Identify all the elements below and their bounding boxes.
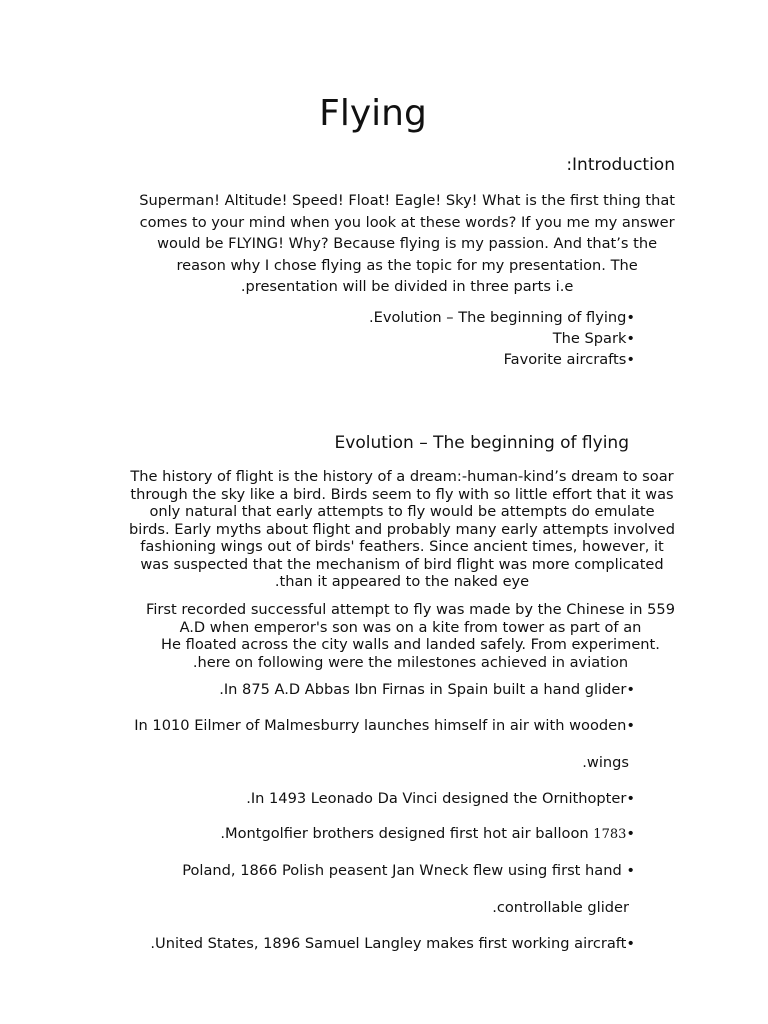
milestone-item: .In 875 A.D Abbas Ibn Firnas in Spain built a hand glider• [219, 681, 635, 698]
first-attempt-line: .here on following were the milestones achieved in aviation [192, 653, 629, 671]
milestone-continuation: .wings [582, 754, 629, 771]
milestone-item [220, 824, 635, 845]
introduction-heading: :Introduction [566, 155, 675, 175]
milestone-item: .In 1493 Leonado Da Vinci designed the Ornithopter• [246, 790, 635, 807]
milestone-item: .United States, 1896 Samuel Langley makes first working aircraft• [150, 935, 635, 952]
history-line: fashioning wings out of birds' feathers. Since ancient times, however, it [140, 538, 664, 555]
list-item: .Evolution – The beginning of flying• [368, 309, 635, 326]
bullet-marker: • [626, 825, 635, 842]
history-line: only natural that early attempts to fly would be attempts do emulate [149, 503, 655, 520]
history-line: through the sky like a bird. Birds seem to fly with so little effort that it was [130, 485, 674, 503]
milestone-year: 1783 [593, 827, 627, 842]
intro-line: Superman! Altitude! Speed! Float! Eagle! Sky! What is the first thing that [139, 192, 675, 209]
intro-line: reason why I chose flying as the topic for my presentation. The [176, 256, 638, 274]
history-line: .than it appeared to the naked eye [274, 573, 530, 590]
intro-line: would be FLYING! Why? Because flying is my passion. And that’s the [157, 235, 658, 252]
history-paragraph [129, 468, 675, 591]
milestone-text: .Montgolfier brothers designed first hot air balloon [220, 825, 589, 842]
history-line: birds. Early myths about flight and probably many early attempts involved [129, 520, 675, 538]
evolution-heading: Evolution – The beginning of flying [334, 433, 629, 453]
history-line: The history of flight is the history of a dream:-human-kind’s dream to soar [130, 468, 674, 485]
list-item: Favorite aircrafts• [503, 351, 635, 368]
first-attempt-line: A.D when emperor's son was on a kite from tower as part of an [179, 618, 642, 636]
milestone-item: In 1010 Eilmer of Malmesburry launches himself in air with wooden• [134, 717, 635, 734]
document-title: Flying [319, 93, 427, 134]
presentation-parts-list [369, 307, 635, 370]
introduction-paragraph [139, 190, 675, 298]
milestone-item: Poland, 1866 Polish peasent Jan Wneck flew using first hand • [182, 862, 635, 879]
history-line: was suspected that the mechanism of bird flight was more complicated [140, 555, 664, 573]
intro-line: .presentation will be divided in three parts i.e [240, 278, 574, 295]
intro-line: comes to your mind when you look at these words? If you me my answer [139, 213, 675, 231]
milestone-continuation: .controllable glider [492, 899, 629, 916]
first-attempt-paragraph [146, 601, 675, 671]
first-attempt-line: He floated across the city walls and landed safely. From experiment. [161, 636, 660, 653]
first-attempt-line: First recorded successful attempt to fly was made by the Chinese in 559 [145, 601, 675, 618]
list-item: The Spark• [552, 330, 635, 347]
